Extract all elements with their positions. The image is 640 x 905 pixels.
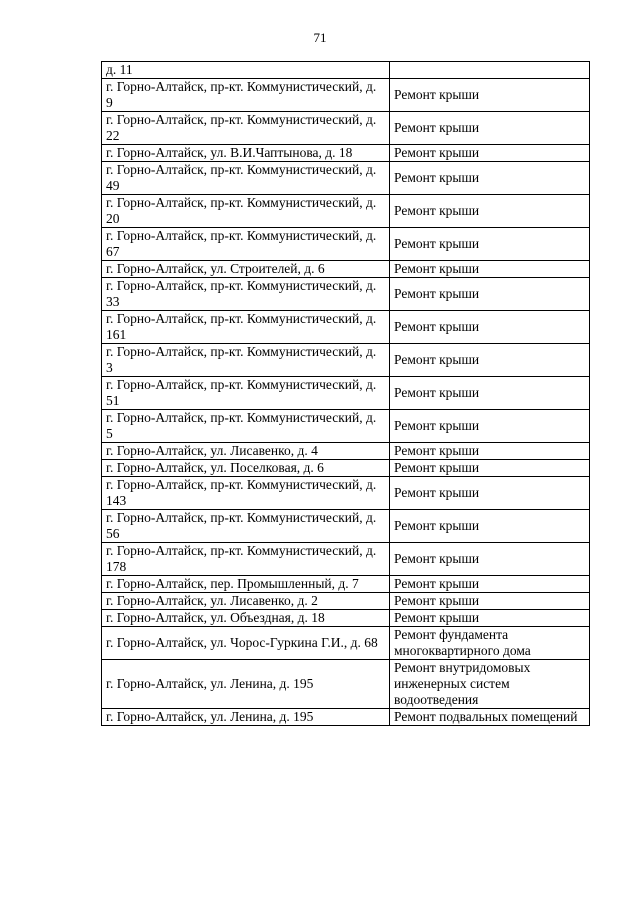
table-row <box>102 62 590 79</box>
work-type-cell: Ремонт крыши <box>390 145 590 162</box>
address-cell: г. Горно-Алтайск, пер. Промышленный, д. 7 <box>102 576 390 593</box>
address-cell: г. Горно-Алтайск, пр-кт. Коммунистический, д. 178 <box>102 543 390 576</box>
address-cell: д. 11 <box>102 62 390 79</box>
work-type-cell: Ремонт крыши <box>390 593 590 610</box>
table-row <box>102 278 590 311</box>
work-type-cell: Ремонт крыши <box>390 576 590 593</box>
work-type-cell: Ремонт крыши <box>390 610 590 627</box>
work-type-cell: Ремонт крыши <box>390 443 590 460</box>
table-row <box>102 344 590 377</box>
table-row <box>102 610 590 627</box>
work-type-cell: Ремонт крыши <box>390 195 590 228</box>
address-cell: г. Горно-Алтайск, пр-кт. Коммунистический, д. 51 <box>102 377 390 410</box>
page-number: 71 <box>313 30 327 45</box>
address-cell: г. Горно-Алтайск, пр-кт. Коммунистический, д. 22 <box>102 112 390 145</box>
table-row <box>102 627 590 660</box>
work-type-cell: Ремонт крыши <box>390 543 590 576</box>
address-cell: г. Горно-Алтайск, ул. Ленина, д. 195 <box>102 660 390 709</box>
work-type-cell: Ремонт крыши <box>390 228 590 261</box>
work-type-cell: Ремонт крыши <box>390 410 590 443</box>
table-row <box>102 410 590 443</box>
address-cell: г. Горно-Алтайск, пр-кт. Коммунистический, д. 9 <box>102 79 390 112</box>
address-cell: г. Горно-Алтайск, пр-кт. Коммунистический, д. 20 <box>102 195 390 228</box>
work-type-cell <box>390 62 590 79</box>
address-cell: г. Горно-Алтайск, пр-кт. Коммунистический, д. 143 <box>102 477 390 510</box>
table-row <box>102 162 590 195</box>
work-type-cell: Ремонт фундамента многоквартирного дома <box>390 627 590 660</box>
table-row <box>102 112 590 145</box>
table-row <box>102 510 590 543</box>
address-cell: г. Горно-Алтайск, пр-кт. Коммунистический, д. 161 <box>102 311 390 344</box>
address-cell: г. Горно-Алтайск, пр-кт. Коммунистический, д. 49 <box>102 162 390 195</box>
table-row <box>102 228 590 261</box>
work-type-cell: Ремонт крыши <box>390 311 590 344</box>
work-type-cell: Ремонт крыши <box>390 79 590 112</box>
work-type-cell: Ремонт крыши <box>390 261 590 278</box>
work-type-cell: Ремонт крыши <box>390 162 590 195</box>
address-cell: г. Горно-Алтайск, пр-кт. Коммунистический, д. 33 <box>102 278 390 311</box>
table-body <box>102 62 590 726</box>
table-row <box>102 377 590 410</box>
address-cell: г. Горно-Алтайск, пр-кт. Коммунистический, д. 67 <box>102 228 390 261</box>
table-row <box>102 709 590 726</box>
address-cell: г. Горно-Алтайск, пр-кт. Коммунистический, д. 3 <box>102 344 390 377</box>
work-type-cell: Ремонт крыши <box>390 477 590 510</box>
table-row <box>102 660 590 709</box>
table-row <box>102 79 590 112</box>
address-cell: г. Горно-Алтайск, ул. Объездная, д. 18 <box>102 610 390 627</box>
address-cell: г. Горно-Алтайск, ул. Чорос-Гуркина Г.И., д. 68 <box>102 627 390 660</box>
address-cell: г. Горно-Алтайск, ул. Лисавенко, д. 2 <box>102 593 390 610</box>
work-type-cell: Ремонт внутридомовых инженерных систем водоотведения <box>390 660 590 709</box>
address-cell: г. Горно-Алтайск, ул. Поселковая, д. 6 <box>102 460 390 477</box>
table-row <box>102 443 590 460</box>
address-cell: г. Горно-Алтайск, ул. В.И.Чаптынова, д. 18 <box>102 145 390 162</box>
work-type-cell: Ремонт крыши <box>390 377 590 410</box>
address-cell: г. Горно-Алтайск, пр-кт. Коммунистический, д. 5 <box>102 410 390 443</box>
work-type-cell: Ремонт крыши <box>390 112 590 145</box>
table-row <box>102 460 590 477</box>
address-cell: г. Горно-Алтайск, ул. Ленина, д. 195 <box>102 709 390 726</box>
work-type-cell: Ремонт крыши <box>390 460 590 477</box>
work-type-cell: Ремонт крыши <box>390 510 590 543</box>
work-type-cell: Ремонт подвальных помещений <box>390 709 590 726</box>
table-row <box>102 195 590 228</box>
address-cell: г. Горно-Алтайск, ул. Лисавенко, д. 4 <box>102 443 390 460</box>
address-cell: г. Горно-Алтайск, ул. Строителей, д. 6 <box>102 261 390 278</box>
address-cell: г. Горно-Алтайск, пр-кт. Коммунистический, д. 56 <box>102 510 390 543</box>
work-type-cell: Ремонт крыши <box>390 344 590 377</box>
table-row <box>102 576 590 593</box>
repair-works-table <box>101 61 590 726</box>
table-row <box>102 593 590 610</box>
work-type-cell: Ремонт крыши <box>390 278 590 311</box>
table-row <box>102 543 590 576</box>
table-row <box>102 477 590 510</box>
table-row <box>102 261 590 278</box>
table-row <box>102 311 590 344</box>
table-row <box>102 145 590 162</box>
